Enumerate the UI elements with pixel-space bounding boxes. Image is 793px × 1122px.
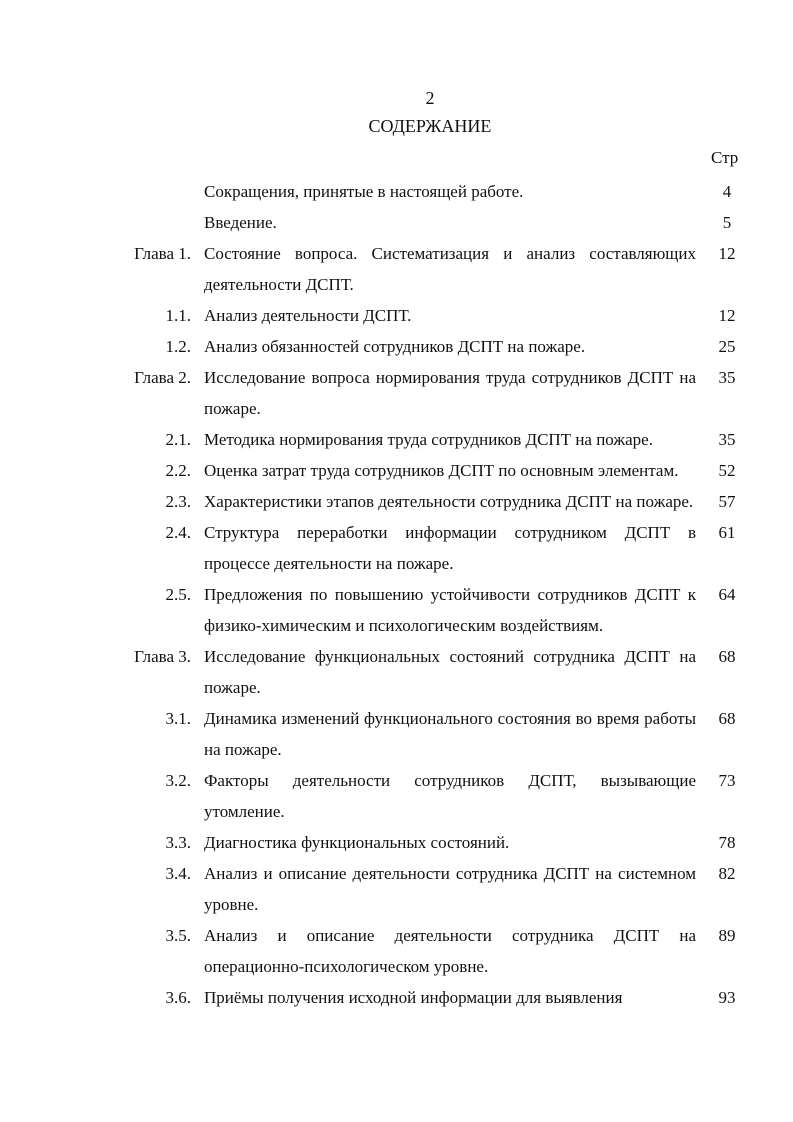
toc-entry-page: 4 (722, 182, 732, 201)
toc-entry-page: 78 (718, 833, 736, 852)
toc-entry-number: 3.6. (165, 988, 191, 1007)
toc-entry-title: Исследование вопроса нормирования труда сотрудников ДСПТ на пожаре. (204, 368, 696, 418)
toc-entry-title: Структура переработки информации сотрудником ДСПТ в процессе деятельности на пожаре. (204, 523, 696, 573)
toc-entry-page: 25 (718, 337, 736, 356)
toc-entry-page: 12 (718, 244, 736, 263)
toc-entry-page: 12 (718, 306, 736, 325)
toc-entry-title: Состояние вопроса. Систематизация и анализ составляющих деятельности ДСПТ. (204, 244, 696, 294)
page-title: СОДЕРЖАНИЕ (368, 116, 492, 136)
toc-entry-page: 52 (718, 461, 736, 480)
toc-entry-number: 3.4. (165, 864, 191, 883)
toc-entry-page: 35 (718, 368, 736, 387)
toc-entry-number: 3.2. (165, 771, 191, 790)
toc-entry (0, 579, 793, 641)
toc-entry-title: Предложения по повышению устойчивости сотрудников ДСПТ к физико-химическим и психологическим воздействиям. (204, 585, 696, 635)
toc-entry-page: 35 (718, 430, 736, 449)
toc-entry-number: 2.4. (165, 523, 191, 542)
toc-entry (0, 858, 793, 920)
toc-entry-title: Приёмы получения исходной информации для выявления (204, 988, 623, 1007)
toc-entry-number: 3.1. (165, 709, 191, 728)
toc-entry-title: Методика нормирования труда сотрудников ДСПТ на пожаре. (204, 430, 653, 449)
toc-entry-number: 1.2. (165, 337, 191, 356)
toc-entry-number: 3.5. (165, 926, 191, 945)
page-number: 2 (425, 88, 435, 108)
toc-entry-number: Глава 3. (134, 647, 191, 666)
toc-entry-page: 5 (722, 213, 732, 232)
toc-entry-title: Факторы деятельности сотрудников ДСПТ, вызывающие утомление. (204, 771, 696, 821)
toc-entry-page: 73 (718, 771, 736, 790)
toc-entry-number: 3.3. (165, 833, 191, 852)
toc-entry (0, 331, 793, 362)
toc-entry-number: 1.1. (165, 306, 191, 325)
toc-entry-title: Характеристики этапов деятельности сотрудника ДСПТ на пожаре. (204, 492, 694, 511)
toc-entry-page: 57 (718, 492, 736, 511)
toc-entry-title: Анализ и описание деятельности сотрудника ДСПТ на операционно-психологическом уровне. (204, 926, 696, 976)
toc-entry (0, 982, 793, 1013)
page-column-header: Стр (711, 148, 739, 167)
toc-entry-title: Сокращения, принятые в настоящей работе. (204, 182, 524, 201)
toc-entry (0, 641, 793, 703)
toc-entry (0, 486, 793, 517)
toc-entry (0, 827, 793, 858)
toc-entry (0, 455, 793, 486)
toc-entry-title: Оценка затрат труда сотрудников ДСПТ по основным элементам. (204, 461, 679, 480)
toc-entry-number: 2.1. (165, 430, 191, 449)
toc-entry (0, 300, 793, 331)
toc-entry-title: Анализ и описание деятельности сотрудника ДСПТ на системном уровне. (204, 864, 696, 914)
toc-entry-page: 61 (718, 523, 736, 542)
toc-entry-number: Глава 2. (134, 368, 191, 387)
toc-entry-title: Введение. (204, 213, 277, 232)
toc-entry (0, 517, 793, 579)
toc-entry-title: Анализ деятельности ДСПТ. (204, 306, 412, 325)
toc-entry (0, 703, 793, 765)
toc-entry-page: 82 (718, 864, 736, 883)
toc-entry-page: 68 (718, 647, 736, 666)
toc-entry (0, 920, 793, 982)
toc-entry-page: 89 (718, 926, 736, 945)
toc-entry (0, 207, 793, 238)
table-of-contents (0, 176, 793, 1013)
toc-entry-title: Диагностика функциональных состояний. (204, 833, 510, 852)
toc-entry-page: 93 (718, 988, 736, 1007)
toc-entry-number: 2.5. (165, 585, 191, 604)
toc-entry-number: 2.3. (165, 492, 191, 511)
toc-entry (0, 176, 793, 207)
toc-entry (0, 765, 793, 827)
toc-entry-title: Исследование функциональных состояний сотрудника ДСПТ на пожаре. (204, 647, 696, 697)
toc-entry-number: Глава 1. (134, 244, 191, 263)
toc-entry-number: 2.2. (165, 461, 191, 480)
toc-entry-page: 64 (718, 585, 736, 604)
toc-entry (0, 238, 793, 300)
toc-entry-title: Динамика изменений функционального состояния во время работы на пожаре. (204, 709, 696, 759)
toc-entry-page: 68 (718, 709, 736, 728)
toc-entry-title: Анализ обязанностей сотрудников ДСПТ на пожаре. (204, 337, 586, 356)
toc-entry (0, 424, 793, 455)
toc-entry (0, 362, 793, 424)
